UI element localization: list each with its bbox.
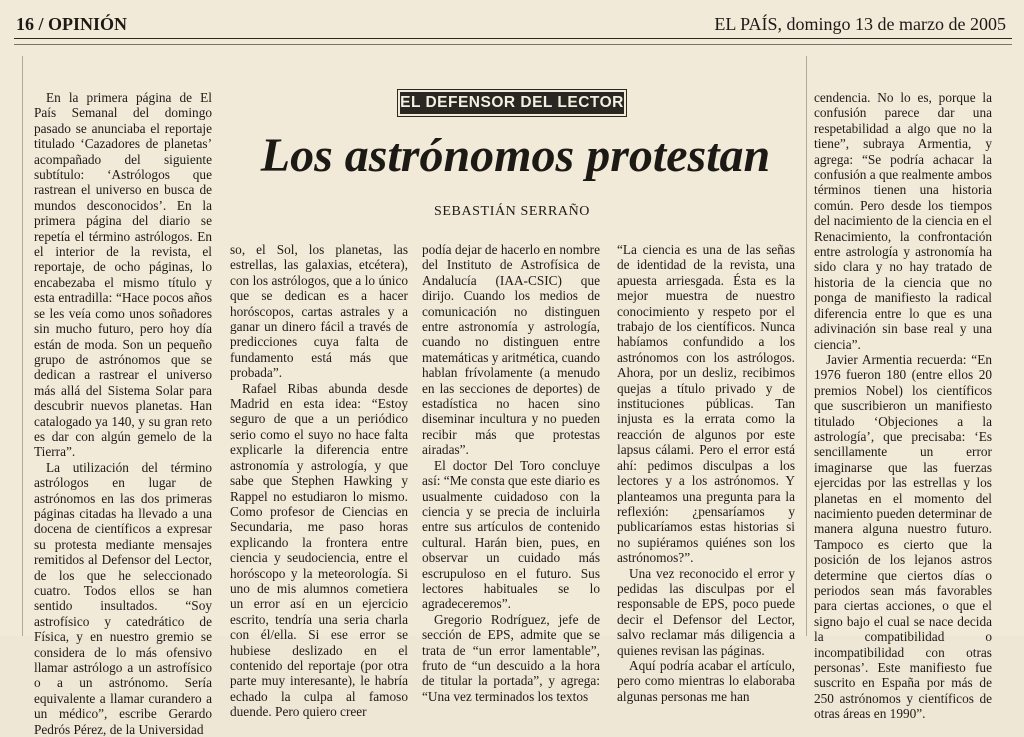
text-column-3 [422, 242, 600, 704]
paragraph: En la primera página de El País Semanal del domingo pasado se anunciaba el reportaje titulado ‘Cazadores de planetas’ acompañado del siguiente subtítulo: ‘Astrólogos que rastrean el universo en busca de mundos desconocidos’. En la primera página del diario se repetía el término astrólogos. En el interior de la revista, el reportaje, de ocho páginas, lo encabezaba el mismo título y esta entradilla: “Hace pocos años se les veía como unos soñadores sin mucho futuro, pero hoy día están de moda. Son un pequeño grupo de astrónomos que se dedican a rastrear el universo más allá del Sistema Solar para descubrir nuevos planetas. Han catalogado ya 140, y su gran reto es dar con algún gemelo de la Tierra”. [34, 90, 212, 460]
paragraph: La utilización del término astrólogos en lugar de astrónomos en las dos primeras páginas citadas ha llevado a una docena de científicos a expresar su protesta mediante mensajes remitidos al Defensor del Lector, de los que he seleccionado cuatro. Todos ellos se han sentido insultados. “Soy astrofísico y catedrático de Física, y en nuestro gremio se considera de lo más ofensivo llamar astrólogo a un astrofísico o a un astrónomo. Sería equivalente a llamar curandero a un médico”, escribe Gerardo Pedrós Pérez, de la Universidad [34, 459, 212, 737]
section-header: 16 / OPINIÓN [16, 14, 128, 34]
section-kicker: EL DEFENSOR DEL LECTOR [400, 92, 624, 114]
text-column-4 [617, 242, 795, 704]
paragraph: Javier Armentia recuerda: “En 1976 fueron 180 (entre ellos 20 premios Nobel) los científicos que suscribieron un manifiesto titulado ‘Objeciones a la astrología’, que precisaba: ‘Es sencillamente un error imaginarse que las fuerzas ejercidas por las estrellas y los planetas en el momento del nacimiento pueden determinar de manera alguna nuestro futuro. Tampoco es cierto que la posición de los lejanos astros determine que ciertos días o periodos sean más favorables para ciertas acciones, o que el signo bajo el cual se nace decida la compatibilidad o incompatibilidad con otras personas’. Este manifiesto fue suscrito en España por más de 250 astrónomos y científicos de otras áreas en 1990”. [814, 351, 992, 722]
dateline: EL PAÍS, domingo 13 de marzo de 2005 [714, 14, 1006, 34]
paragraph: so, el Sol, los planetas, las estrellas, las galaxias, etcétera), con los astrólogos, que a lo único que se dedican es a hacer horóscopos, cartas astrales y a ganar un dinero fácil a través de predicciones cuya falta de fundamento está más que probada”. [230, 242, 408, 381]
paragraph: Rafael Ribas abunda desde Madrid en esta idea: “Estoy seguro de que a un periódico serio como el suyo no hace falta explicarle la diferencia entre astronomía y astrología, y que sabe que Stephen Hawking y Rappel no estudiaron lo mismo. Como profesor de Ciencias en Secundaria, me paso horas explicando la frontera entre ciencia y seudociencia, entre el horóscopo y la meteorología. Si uno de mis alumnos cometiera un error así en un ejercicio escrito, tendría una seria charla con él/ella. Si ese error se hubiese deslizado en el contenido del reportaje (por otra parte muy interesante), le habría echado la culpa al famoso duende. Pero quiero creer [230, 380, 408, 720]
header-rule-thin [14, 44, 1012, 45]
column-rule-right [806, 56, 807, 636]
column-rule-left [22, 56, 23, 636]
paragraph: Aquí podría acabar el artículo, pero como mientras lo elaboraba algunas personas me han [617, 657, 795, 704]
header-rule [14, 38, 1012, 39]
paragraph: Una vez reconocido el error y pedidas las disculpas por el responsable de EPS, poco puede decir el Defensor del Lector, salvo reclamar más diligencia a quienes revisan las páginas. [617, 565, 795, 658]
paragraph: cendencia. No lo es, porque la confusión parece dar una respetabilidad a algo que no la tiene”, subraya Armentia, y agrega: “Se podría achacar la confusión a que realmente ambos términos tienen una historia común. Pero desde los tiempos del nacimiento de la ciencia en el Renacimiento, la confrontación entre astrología y astronomía ha sido clara y no hay tratado de historia de la ciencia que no ponga de manifiesto la radical diferencia entre lo que es una adivinación sin base real y una ciencia”. [814, 90, 992, 352]
headline: Los astrónomos protestan [260, 129, 771, 182]
paragraph: Gregorio Rodríguez, jefe de sección de EPS, admite que se trata de “un error lamentable”, fruto de “un descuido a la hora de titular la portada”, y agrega: “Una vez terminados los textos [422, 611, 600, 704]
paragraph: El doctor Del Toro concluye así: “Me consta que este diario es usualmente cuidadoso con la ciencia y se precia de incluirla entre sus artículos de contenido cultural. Harán bien, pues, en observar un cuidado más escrupuloso en el futuro. Sus lectores habituales se lo agradeceremos”. [422, 457, 600, 612]
text-column-1 [34, 90, 212, 737]
paragraph: podía dejar de hacerlo en nombre del Instituto de Astrofísica de Andalucía (IAA-CSIC) que dirijo. Cuando los medios de comunicación no distinguen entre astronomía y astrología, cuando no distinguen entre matemáticas y aritmética, cuando hablan frívolamente (a menudo en las secciones de deportes) de estadística no hacen sino diseminar incultura y no pueden recibir más que protestas airadas”. [422, 242, 600, 458]
byline: SEBASTIÁN SERRAÑO [433, 204, 591, 219]
paragraph: “La ciencia es una de las señas de identidad de la revista, una apuesta arriesgada. Ésta es la mejor muestra de nuestro conocimiento y respeto por el trabajo de los científicos. Nunca habíamos confundido a los astrónomos con los astrólogos. Ahora, por un desliz, recibimos quejas a título privado y de instituciones públicas. Tan injusta es la errata como la reacción de algunos por este lapsus cálami. Pero el error está ahí: pedimos disculpas a los lectores y a los astrónomos. Y planteamos una pregunta para la reflexión: ¿pensaríamos y publicaríamos estas historias si no supiéramos quiénes son los astrónomos?”. [617, 242, 795, 566]
text-column-5 [814, 90, 992, 722]
text-column-2 [230, 242, 408, 720]
